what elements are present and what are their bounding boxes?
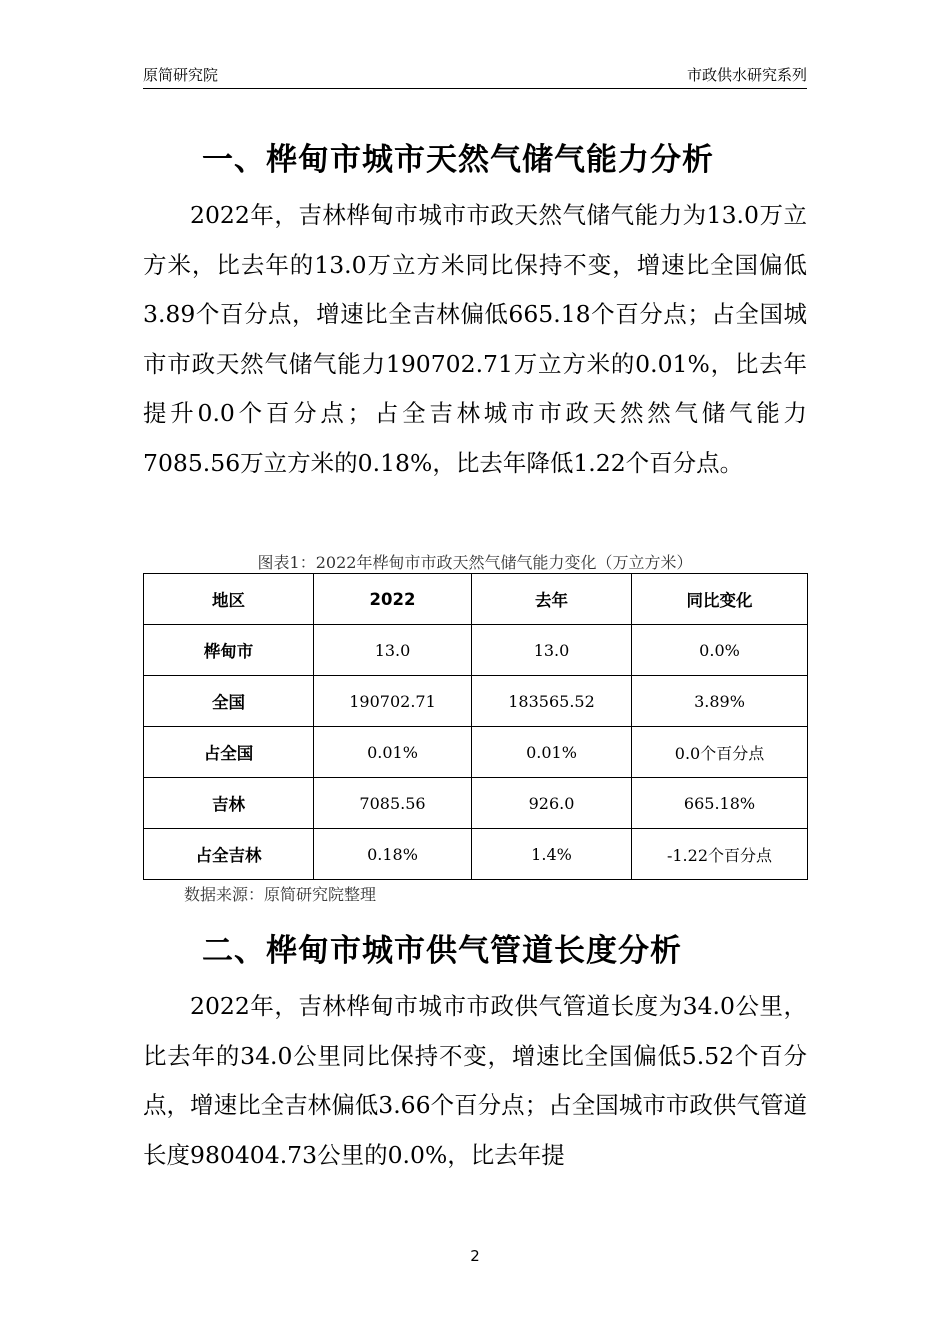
cell-change: -1.22个百分点 xyxy=(632,829,808,880)
header-last-year: 去年 xyxy=(472,574,632,625)
cell-region: 占全国 xyxy=(144,727,314,778)
cell-change: 0.0% xyxy=(632,625,808,676)
data-source-note: 数据来源：原简研究院整理 xyxy=(184,885,377,904)
cell-region: 吉林 xyxy=(144,778,314,829)
section2-paragraph: 2022年，吉林桦甸市城市市政供气管道长度为34.0公里，比去年的34.0公里同比保持不变，增速比全国偏低5.52个百分点，增速比全吉林偏低3.66个百分点；占全国城市市政供气管道长度980404.73公里的0.0%，比去年提 xyxy=(143,992,807,1169)
storage-capacity-table xyxy=(143,573,808,880)
table-row xyxy=(144,676,808,727)
cell-2022: 13.0 xyxy=(314,625,472,676)
section2-title: 二、桦甸市城市供气管道长度分析 xyxy=(202,933,682,969)
header-org-name: 原简研究院 xyxy=(143,66,219,84)
section1-paragraph: 2022年，吉林桦甸市城市市政天然气储气能力为13.0万立方米，比去年的13.0万立方米同比保持不变，增速比全国偏低3.89个百分点，增速比全吉林偏低665.18个百分点；占全国城市市政天然气储气能力190702.71万立方米的0.01%，比去年提升0.0个百分点；占全吉林城市市政天然然气储气能力7085.56万立方米的0.18%，比去年降低1.22个百分点。 xyxy=(143,201,807,477)
header-divider xyxy=(143,88,807,89)
header-region: 地区 xyxy=(144,574,314,625)
table-row xyxy=(144,829,808,880)
cell-last-year: 183565.52 xyxy=(472,676,632,727)
cell-change: 3.89% xyxy=(632,676,808,727)
cell-2022: 0.01% xyxy=(314,727,472,778)
cell-change: 0.0个百分点 xyxy=(632,727,808,778)
cell-region: 占全吉林 xyxy=(144,829,314,880)
cell-last-year: 0.01% xyxy=(472,727,632,778)
cell-region: 桦甸市 xyxy=(144,625,314,676)
cell-change: 665.18% xyxy=(632,778,808,829)
section1-title: 一、桦甸市城市天然气储气能力分析 xyxy=(202,142,714,178)
page-number: 2 xyxy=(470,1247,480,1265)
table-row xyxy=(144,778,808,829)
table-header-row xyxy=(144,574,808,625)
header-2022: 2022 xyxy=(314,574,472,625)
cell-last-year: 13.0 xyxy=(472,625,632,676)
cell-last-year: 926.0 xyxy=(472,778,632,829)
header-yoy-change: 同比变化 xyxy=(632,574,808,625)
cell-last-year: 1.4% xyxy=(472,829,632,880)
table-caption: 图表1：2022年桦甸市市政天然气储气能力变化（万立方米） xyxy=(257,553,693,572)
cell-region: 全国 xyxy=(144,676,314,727)
header-series-name: 市政供水研究系列 xyxy=(686,66,807,84)
cell-2022: 7085.56 xyxy=(314,778,472,829)
table-row xyxy=(144,625,808,676)
cell-2022: 0.18% xyxy=(314,829,472,880)
table-row xyxy=(144,727,808,778)
cell-2022: 190702.71 xyxy=(314,676,472,727)
